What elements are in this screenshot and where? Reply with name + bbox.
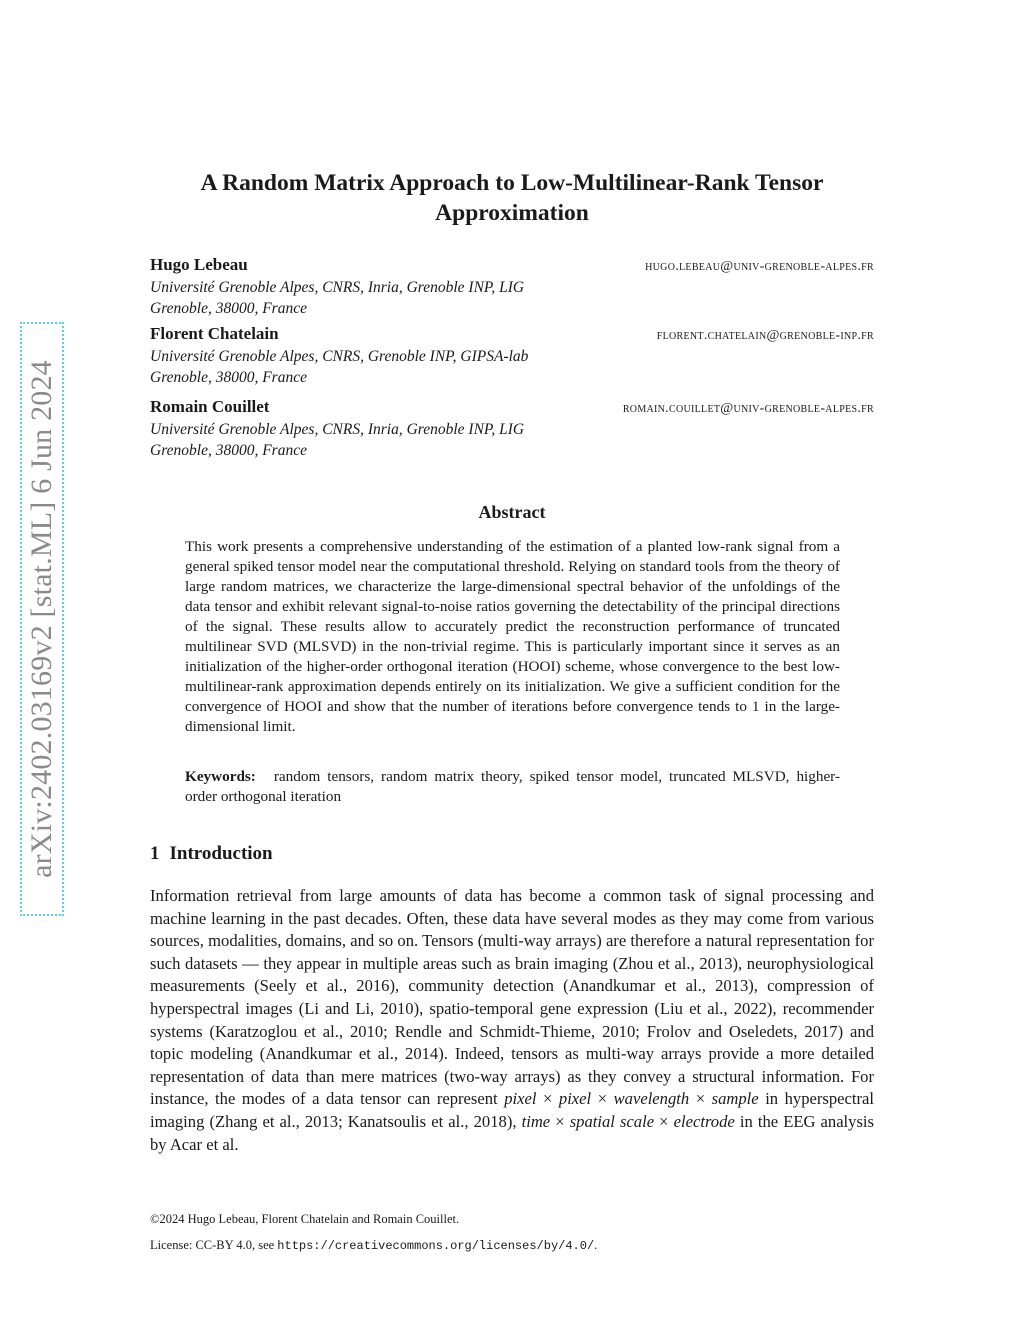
arxiv-id-label: arXiv:2402.03169v2 [stat.ML] 6 Jun 2024 [25, 360, 58, 878]
section-heading-introduction [150, 843, 273, 865]
author-affiliation: Université Grenoble Alpes, CNRS, Inria, Grenoble INP, LIG [150, 279, 525, 296]
section-title: Introduction [169, 843, 273, 864]
math-sample: sample [711, 1089, 759, 1109]
math-spatial-scale: spatial scale [569, 1111, 655, 1131]
arxiv-sidebar-stamp [20, 322, 64, 916]
math-times: × [695, 1089, 706, 1109]
author-block-2 [150, 324, 874, 388]
intro-text-end: in the EEG analysis by Acar et al. [150, 1111, 874, 1154]
intro-text-mid: in hyperspectral imaging (Zhang et al., 2013; Kanatsoulis et al., 2018), [150, 1089, 875, 1131]
abstract-text: This work presents a comprehensive understanding of the estimation of a planted low-rank signal from a general spiked tensor model near the computational threshold. Relying on standard tools from the theory of large random matrices, we characterize the large-dimensional spectral behavior of the unfoldings of the data tensor and exhibit relevant signal-to-noise ratios governing the detectability of the principal directions of the signal. These results allow to accurately predict the reconstruction performance of truncated multilinear SVD (MLSVD) in the non-trivial regime. This is particularly important since it serves as an initialization of the higher-order orthogonal iteration (HOOI) scheme, whose convergence to the best low-multilinear-rank approximation depends entirely on its initialization. We give a sufficient condition for the convergence of HOOI and show that the number of iterations before convergence tends to 1 in the large-dimensional limit. [185, 538, 840, 735]
keywords-paragraph [185, 767, 840, 807]
section-number: 1 [150, 843, 160, 864]
math-time: time [521, 1111, 551, 1131]
math-times: × [542, 1089, 553, 1109]
author-block-3 [150, 397, 874, 461]
keywords-label: Keywords: [185, 768, 256, 785]
license-suffix: . [594, 1238, 598, 1252]
math-electrode: electrode [673, 1111, 735, 1131]
math-times: × [597, 1089, 608, 1109]
math-times: × [555, 1111, 565, 1131]
author-location: Grenoble, 38000, France [150, 369, 307, 386]
introduction-paragraph [150, 885, 874, 1156]
author-email[interactable]: hugo.lebeau@univ-grenoble-alpes.fr [645, 259, 874, 274]
author-location: Grenoble, 38000, France [150, 442, 307, 459]
author-affiliation: Université Grenoble Alpes, CNRS, Inria, Grenoble INP, LIG [150, 421, 525, 438]
author-block-1 [150, 255, 874, 319]
author-name: Romain Couillet [150, 397, 270, 416]
title-line-1: A Random Matrix Approach to Low-Multilinear-Rank Tensor [200, 170, 824, 196]
license-link[interactable]: https://creativecommons.org/licenses/by/4.0/ [277, 1239, 595, 1253]
math-pixel: pixel [504, 1089, 537, 1109]
author-affiliation: Université Grenoble Alpes, CNRS, Grenoble INP, GIPSA-lab [150, 348, 529, 365]
math-pixel: pixel [558, 1089, 592, 1109]
abstract-heading: Abstract [478, 502, 546, 522]
author-email[interactable]: romain.couillet@univ-grenoble-alpes.fr [622, 401, 874, 416]
intro-text-main: Information retrieval from large amounts of data has become a common task of signal processing and machine learning in the past decades. Often, these data have several modes as they may come from various sources, modalities, domains, and so on. Tensors (multi-way arrays) are therefore a natural representation for such datasets — they appear in multiple areas such as brain imaging (Zhou et al., 2013), neurophysiological measurements (Seely et al., 2016), community detection (Anandkumar et al., 2013), compression of hyperspectral images (Li and Li, 2010), spatio-temporal gene expression (Liu et al., 2022), recommender systems (Karatzoglou et al., 2010; Rendle and Schmidt-Thieme, 2010; Frolov and Oseledets, 2017) and topic modeling (Anandkumar et al., 2014). Indeed, tensors as multi-way arrays provide a more detailed representation of data than mere matrices (two-way arrays) as they convey a structural information. For instance, the modes of a data tensor can represent [150, 886, 874, 1109]
license-prefix: License: CC-BY 4.0, see [150, 1238, 275, 1252]
math-wavelength: wavelength [613, 1089, 690, 1109]
author-name: Florent Chatelain [150, 324, 279, 343]
footnote-copyright: ©2024 Hugo Lebeau, Florent Chatelain and Romain Couillet. [150, 1212, 460, 1226]
math-times: × [659, 1111, 669, 1131]
paper-title [150, 168, 874, 228]
author-location: Grenoble, 38000, France [150, 300, 307, 317]
footnote-license [150, 1238, 597, 1253]
keywords-text: random tensors, random matrix theory, spiked tensor model, truncated MLSVD, higher-order orthogonal iteration [185, 768, 840, 805]
author-name: Hugo Lebeau [150, 255, 248, 274]
author-email[interactable]: florent.chatelain@grenoble-inp.fr [656, 328, 874, 343]
title-line-2: Approximation [435, 200, 589, 226]
